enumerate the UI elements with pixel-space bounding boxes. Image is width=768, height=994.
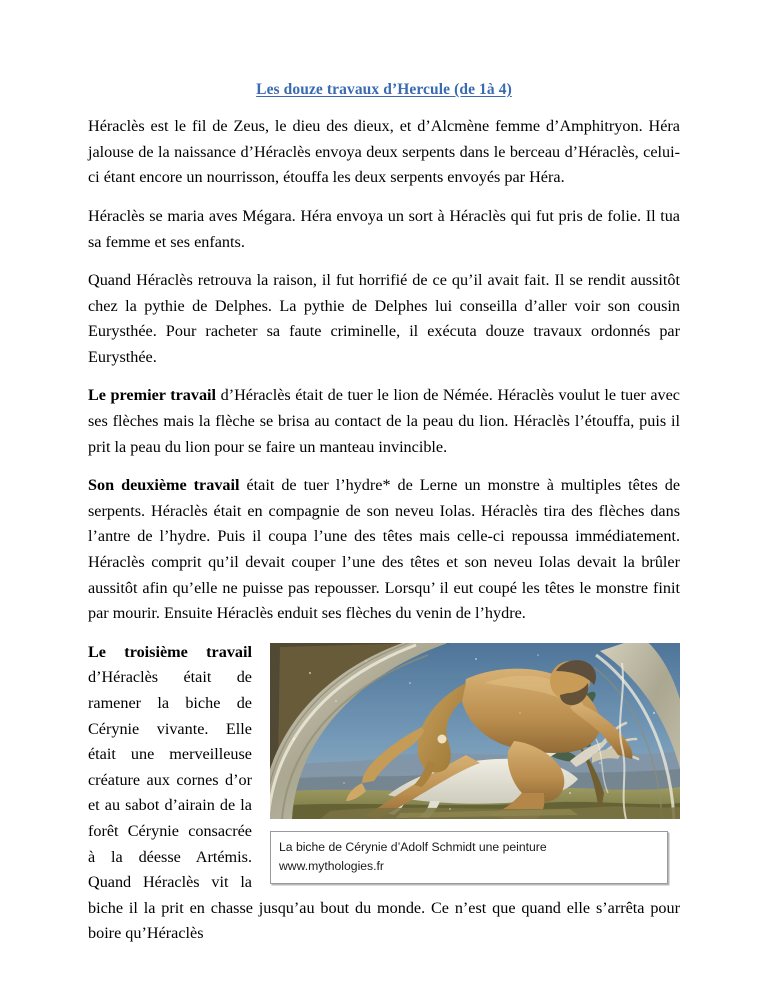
document-content [88, 80, 680, 947]
paragraph-delphes: Quand Héraclès retrouva la raison, il fut horrifié de ce qu’il avait fait. Il se rendit aussitôt chez la pythie de Delphes. La pythie de Delphes lui conseilla d’aller voir son cousin Eurysthée. Pour racheter sa faute criminelle, il exécuta douze travaux ordonnés par Eurysthée. [88, 271, 680, 366]
paragraph-labor-one [88, 383, 680, 460]
figure-caption-box [270, 831, 668, 884]
labor-three-text: d’Héraclès était de ramener la biche de Cérynie vivante. Elle était une merveilleuse créature aux cornes d’or et au sabot d’airain de la forêt Cérynie consacrée à la déesse Artémis. Quand Héraclès vit la biche il la prit en chasse jusqu’au bout du monde. Ce n’est que quand elle s’arrêta pour boire qu’Héraclès [88, 668, 680, 943]
figure-caption-line-1: La biche de Cérynie d’Adolf Schmidt une peinture [279, 839, 547, 854]
paragraph-labor-two [88, 473, 680, 627]
labor-one-lead: Le premier travail [88, 386, 217, 405]
labor-one-text: d’Héraclès était de tuer le lion de Némée. Héraclès voulut le tuer avec ses flèches mais la flèche se brisa au contact de la peau du lion. Héraclès l’étouffa, puis il prit la peau du lion pour se faire un manteau invincible. [88, 386, 680, 456]
paragraph-intro-birth: Héraclès est le fil de Zeus, le dieu des dieux, et d’Alcmène femme d’Amphitryon. Héra jalouse de la naissance d’Héraclès envoya deux serpents dans le berceau d’Héraclès, celui-ci étant encore un nourrisson, étouffa les deux serpents envoyés par Héra. [88, 117, 680, 187]
painting-artwork [270, 643, 680, 819]
labor-two-lead: Son deuxième travail [88, 476, 240, 495]
paragraph-megara: Héraclès se maria aves Mégara. Héra envoya un sort à Héraclès qui fut pris de folie. Il tua sa femme et ses enfants. [88, 206, 680, 251]
figure-caption-line-2: www.mythologies.fr [279, 858, 384, 873]
page-title: Les douze travaux d’Hercule (de 1à 4) [256, 81, 512, 98]
labor-three-section [88, 640, 680, 947]
labor-three-lead: Le troisième travail [88, 642, 252, 661]
labor-two-text: était de tuer l’hydre* de Lerne un monstre à multiples têtes de serpents. Héraclès était en compagnie de son neveu Iolas. Héraclès tira des flèches dans l’antre de l’hydre. Puis il coupa l’une des têtes mais celle-ci repoussa immédiatement. Héraclès comprit qu’il devait couper l’une des têtes et son neveu Iolas devait la brûler aussitôt afin qu’elle ne puisse pas repousser. Lorsqu’ il eut coupé les têtes le monstre finit par mourir. Ensuite Héraclès enduit ses flèches du venin de l’hydre. [88, 476, 680, 623]
figure-biche-de-cerynie [270, 643, 680, 884]
painting-biche-de-cerynie [270, 643, 680, 819]
